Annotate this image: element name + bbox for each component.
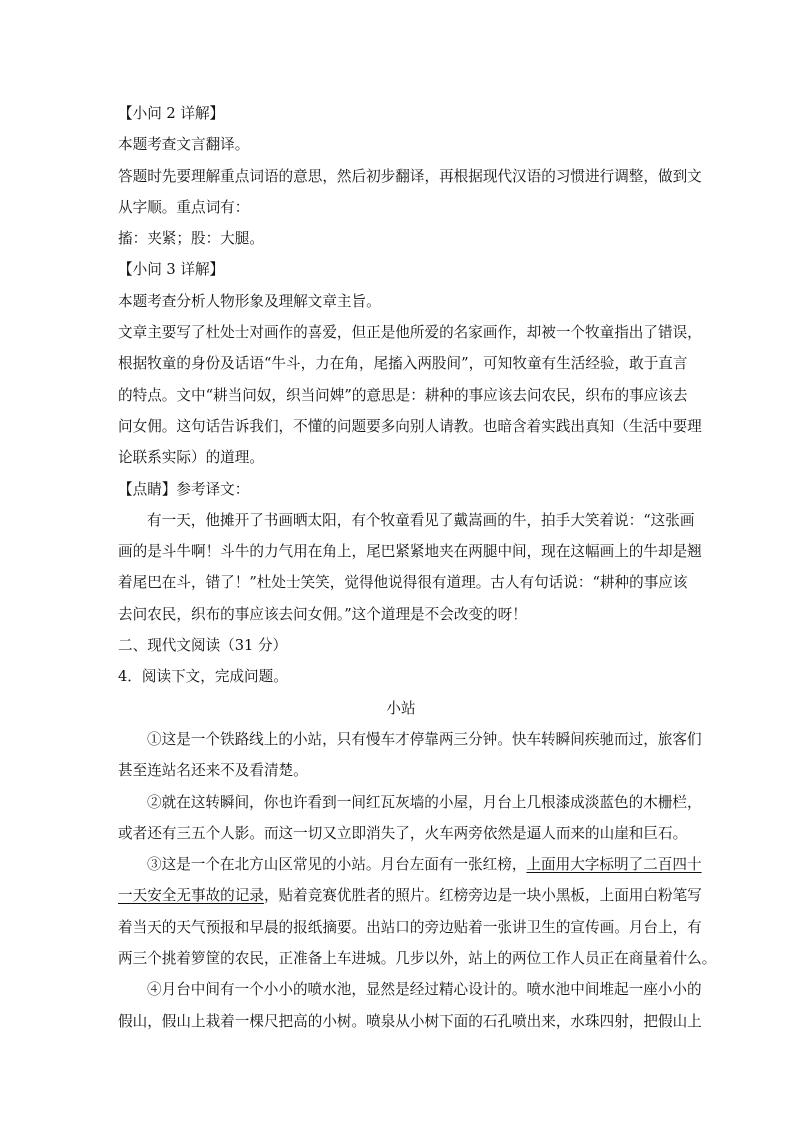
underlined-text: 上面用大字标明了二百四十 [526,856,702,874]
passage-line: ①这是一个铁路线上的小站，只有慢车才停靠两三分钟。快车转瞬间疾驰而过，旅客们 [147,730,702,748]
text-line: 从字顺。重点词有： [118,198,250,216]
text-line: 问女佣。这句话告诉我们，不懂的问题要多向别人请教。也暗含着实践出真知（生活中要理 [118,417,702,435]
text-line: 本题考查分析人物形象及理解文章主旨。 [118,292,381,310]
passage-text: ③这是一个在北方山区常见的小站。月台左面有一张红榜， [147,856,527,874]
text-line: 文章主要写了杜处士对画作的喜爱，但正是他所爱的名家画作，却被一个牧童指出了错误， [118,324,702,342]
passage-line: ④月台中间有一个小小的喷水池，显然是经过精心设计的。喷水池中间堆起一座小小的 [147,981,702,999]
passage-line: 着当天的天气预报和早晨的报纸摘要。出站口的旁边贴着一张讲卫生的宣传画。月台上，有 [118,918,702,936]
passage-line: 或者还有三五个人影。而这一切又立即消失了，火车两旁依然是逼人而来的山崖和巨石。 [118,824,688,842]
passage-title: 小站 [386,699,416,717]
question-4-prompt: 4．阅读下文，完成问题。 [118,668,288,686]
text-line: 本题考查文言翻译。 [118,136,250,154]
passage-line: 甚至连站名还来不及看清楚。 [118,762,308,780]
text-line: 论联系实际）的道理。 [118,449,264,467]
passage-line: 假山，假山上栽着一棵尺把高的小树。喷泉从小树下面的石孔喷出来，水珠四射，把假山上 [118,1012,702,1030]
text-line: 根据牧童的身份及话语“牛斗，力在角，尾搐入两股间”，可知牧童有生活经验，敢于直言 [118,355,688,373]
underlined-text: 一天安全无事故的记录 [118,887,264,905]
heading-question-3: 【小问 3 详解】 [118,261,225,279]
passage-line: ②就在这转瞬间，你也许看到一间红瓦灰墙的小屋，月台上几根漆成淡蓝色的木栅栏， [147,793,702,811]
passage-line [118,849,702,880]
passage-line [118,880,702,911]
section-heading: 二、现代文阅读（31 分） [118,637,288,655]
document-page [118,98,717,1037]
translation-line: 画的是斗牛啊！斗牛的力气用在角上，尾巴紧紧地夹在两腿中间，现在这幅画上的牛却是翘 [118,543,702,561]
passage-text: ，贴着竞赛优胜者的照片。红榜旁边是一块小黑板，上面用白粉笔写 [263,887,702,905]
translation-line: 去问农民，织布的事应该去问女佣。”这个道理是不会改变的呀！ [118,605,527,623]
heading-question-2: 【小问 2 详解】 [118,105,225,122]
text-line: 答题时先要理解重点词语的意思，然后初步翻译，再根据现代汉语的习惯进行调整，做到文 [118,167,702,185]
text-line: 的特点。文中“耕当问奴，织当问婢”的意思是：耕种的事应该去问农民，织布的事应该去 [118,386,688,404]
passage-line: 两三个挑着箩筐的农民，正准备上车进城。几步以外，站上的两位工作人员正在商量着什么。 [118,950,717,968]
translation-line: 有一天，他摊开了书画晒太阳，有个牧童看见了戴嵩画的牛，拍手大笑着说：“这张画 [147,511,695,529]
translation-line: 着尾巴在斗，错了！”杜处士笑笑，觉得他说得很有道理。古人有句话说：“耕种的事应该 [118,574,688,592]
heading-dianjing: 【点睛】参考译文： [118,480,250,498]
text-line: 搐：夹紧；股：大腿。 [118,230,264,248]
